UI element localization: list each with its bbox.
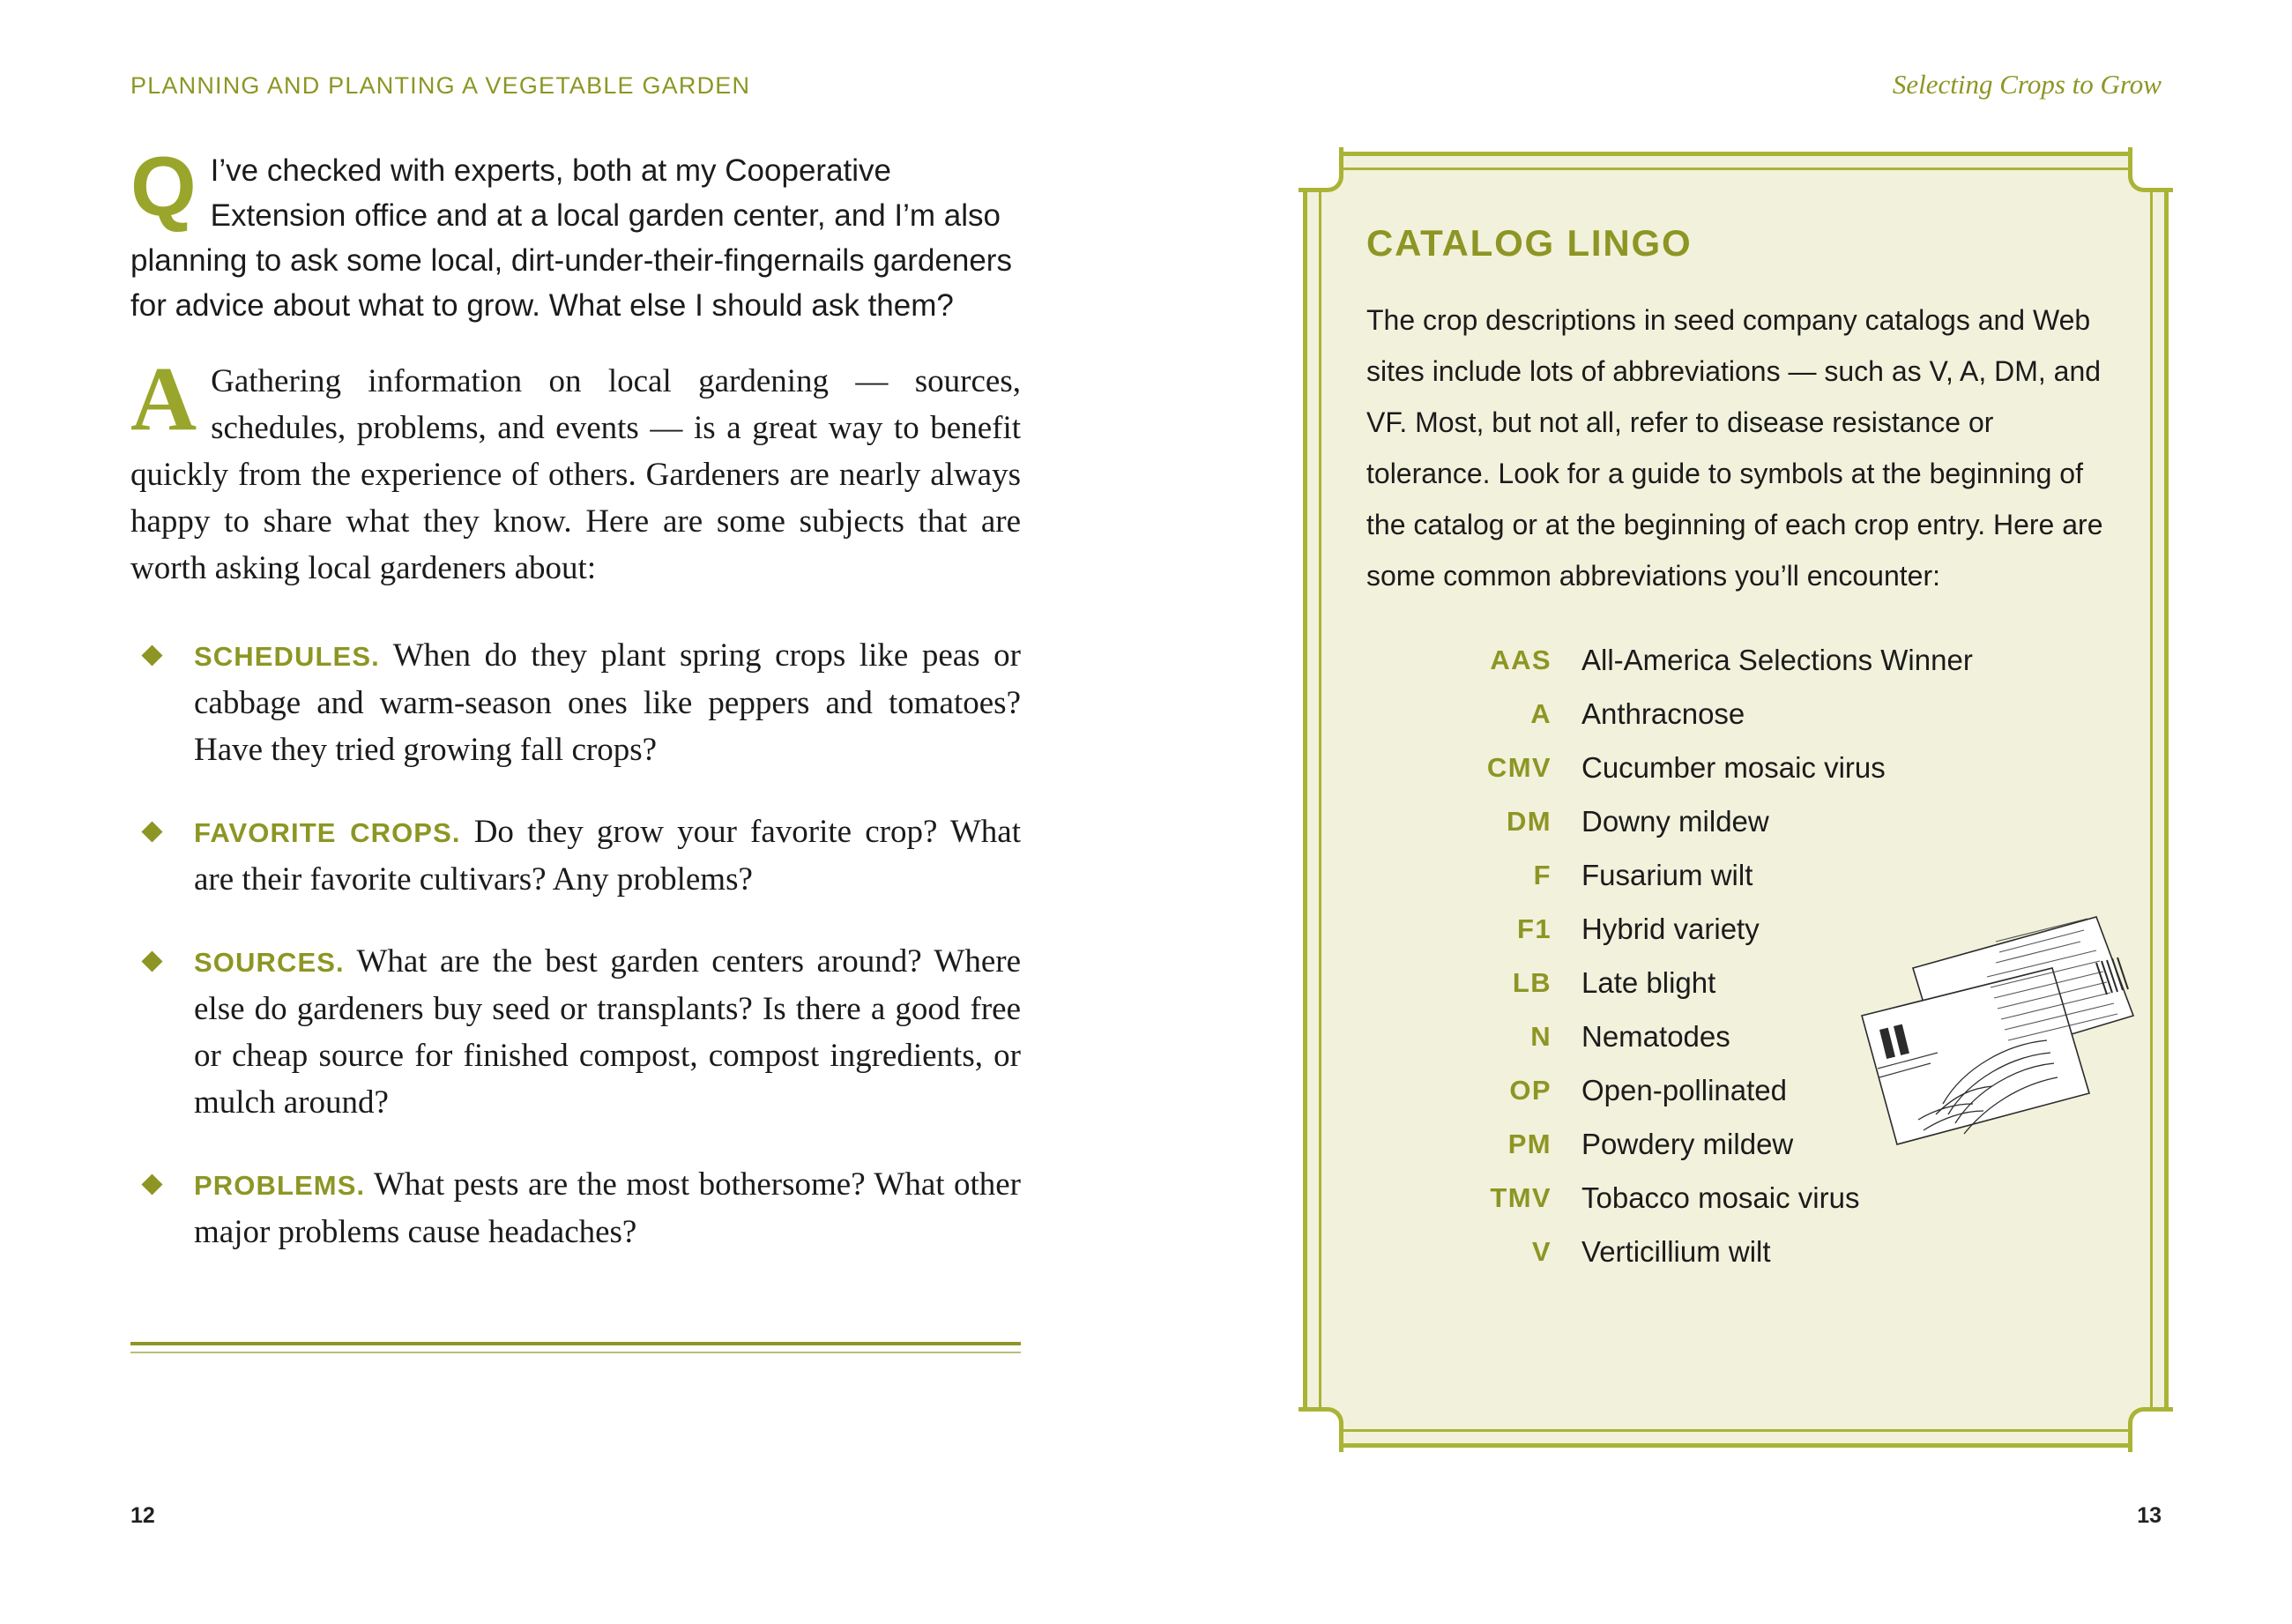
section-divider-rule: [130, 1342, 1021, 1353]
running-head-left: PLANNING AND PLANTING A VEGETABLE GARDEN: [130, 72, 751, 99]
abbreviation-key: TMV: [1490, 1181, 1552, 1213]
divider-line-thick: [130, 1342, 1021, 1345]
table-row: [1366, 848, 2105, 902]
list-item-text: What are the best garden centers around? Where else do gardeners buy seed or transplants? Is there a good free or cheap source for finished compost, compost ingredients, or mulch around?: [194, 943, 1021, 1121]
abbreviation-value: Cucumber mosaic virus: [1581, 750, 1886, 784]
table-row: [1366, 1009, 2105, 1063]
corner-notch-bottom-right: [2128, 1407, 2173, 1452]
abbreviation-value: Fusarium wilt: [1581, 858, 1753, 891]
answer-dropcap: A: [130, 348, 197, 450]
corner-notch-bottom-left: [1299, 1407, 1343, 1452]
abbreviation-value: Verticillium wilt: [1581, 1234, 1771, 1268]
abbreviation-key: LB: [1512, 966, 1552, 998]
abbreviation-key: OP: [1509, 1074, 1552, 1106]
page-number-right: 13: [2137, 1503, 2162, 1528]
abbreviation-key: A: [1530, 697, 1552, 729]
answer-block: [130, 348, 1021, 592]
table-row: [1366, 1225, 2105, 1278]
question-block: [130, 139, 1021, 328]
abbreviation-key: AAS: [1490, 644, 1552, 675]
abbreviation-value: Anthracnose: [1581, 697, 1745, 730]
abbreviation-key: F: [1533, 859, 1552, 890]
list-item-text: What pests are the most bothersome? What other major problems cause headaches?: [194, 1166, 1021, 1250]
divider-line-thin: [130, 1352, 1021, 1353]
abbreviation-value: Nematodes: [1581, 1019, 1730, 1053]
diamond-bullet-icon: [141, 950, 162, 972]
abbreviation-key: CMV: [1486, 751, 1552, 783]
abbreviation-key: N: [1530, 1020, 1552, 1052]
corner-notch-top-right: [2128, 147, 2173, 192]
list-item: [130, 938, 1021, 1126]
table-row: [1366, 794, 2105, 848]
abbreviation-value: Late blight: [1581, 965, 1716, 999]
table-row: [1366, 956, 2105, 1009]
catalog-lingo-sidebar: [1303, 152, 2169, 1448]
abbreviation-value: Downy mildew: [1581, 804, 1769, 838]
table-row: [1366, 1171, 2105, 1225]
answer-text: Gathering information on local gardening — sources, schedules, problems, and events — is a great way to benefit quickly from the experience of others. Gardeners are nearly always happy to share what they know. Here are some subjects that are worth asking local gardeners about:: [130, 363, 1021, 586]
list-item: [130, 632, 1021, 773]
list-item: [130, 1161, 1021, 1255]
table-row: [1366, 633, 2105, 687]
corner-notch-top-left: [1299, 147, 1343, 192]
abbreviation-key: V: [1531, 1235, 1552, 1267]
diamond-bullet-icon: [141, 644, 162, 666]
question-text: I’ve checked with experts, both at my Cooperative Extension office and at a local garden center, and I’m also planning to ask some local, dirt-under-their-fingernails gardeners for advice about what to grow. What else I should ask them?: [130, 153, 1012, 323]
page-number-left: 12: [130, 1503, 155, 1528]
list-item-text: When do they plant spring crops like peas or cabbage and warm-season ones like peppers and tomatoes? Have they tried growing fall crops?: [194, 637, 1021, 768]
table-row: [1366, 1063, 2105, 1117]
abbreviation-value: All-America Selections Winner: [1581, 643, 1973, 676]
advice-bullet-list: [130, 632, 1021, 1255]
list-item-lead: SCHEDULES.: [194, 641, 380, 672]
table-row: [1366, 902, 2105, 956]
abbreviation-key: DM: [1506, 805, 1552, 837]
list-item-lead: FAVORITE CROPS.: [194, 817, 461, 848]
diamond-bullet-icon: [141, 1173, 162, 1195]
table-row: [1366, 1117, 2105, 1171]
sidebar-content: [1366, 222, 2105, 1278]
table-row: [1366, 741, 2105, 794]
list-item-text: Do they grow your favorite crop? What are their favorite cultivars? Any problems?: [194, 814, 1021, 898]
abbreviation-value: Tobacco mosaic virus: [1581, 1181, 1860, 1214]
abbreviation-key: F1: [1517, 913, 1552, 944]
abbreviations-table: [1366, 633, 2105, 1278]
list-item-lead: SOURCES.: [194, 947, 345, 978]
abbreviation-key: PM: [1507, 1128, 1552, 1159]
table-row: [1366, 687, 2105, 741]
list-item-lead: PROBLEMS.: [194, 1170, 366, 1201]
list-item: [130, 808, 1021, 903]
diamond-bullet-icon: [141, 821, 162, 842]
sidebar-title: CATALOG LINGO: [1366, 222, 1693, 264]
abbreviation-value: Open-pollinated: [1581, 1073, 1787, 1106]
question-dropcap: Q: [130, 139, 197, 234]
abbreviation-value: Hybrid variety: [1581, 912, 1760, 945]
sidebar-body-text: The crop descriptions in seed company catalogs and Web sites include lots of abbreviations — such as V, A, DM, and VF. Most, but not all, refer to disease resistance or tolerance. Look for a guide to symbols at the beginning of the catalog or at the beginning of each crop entry. Here are some common abbreviations you’ll encounter:: [1366, 304, 2103, 592]
left-page-column: [130, 139, 1021, 1291]
abbreviation-value: Powdery mildew: [1581, 1127, 1794, 1160]
running-head-right: Selecting Crops to Grow: [1892, 69, 2162, 100]
